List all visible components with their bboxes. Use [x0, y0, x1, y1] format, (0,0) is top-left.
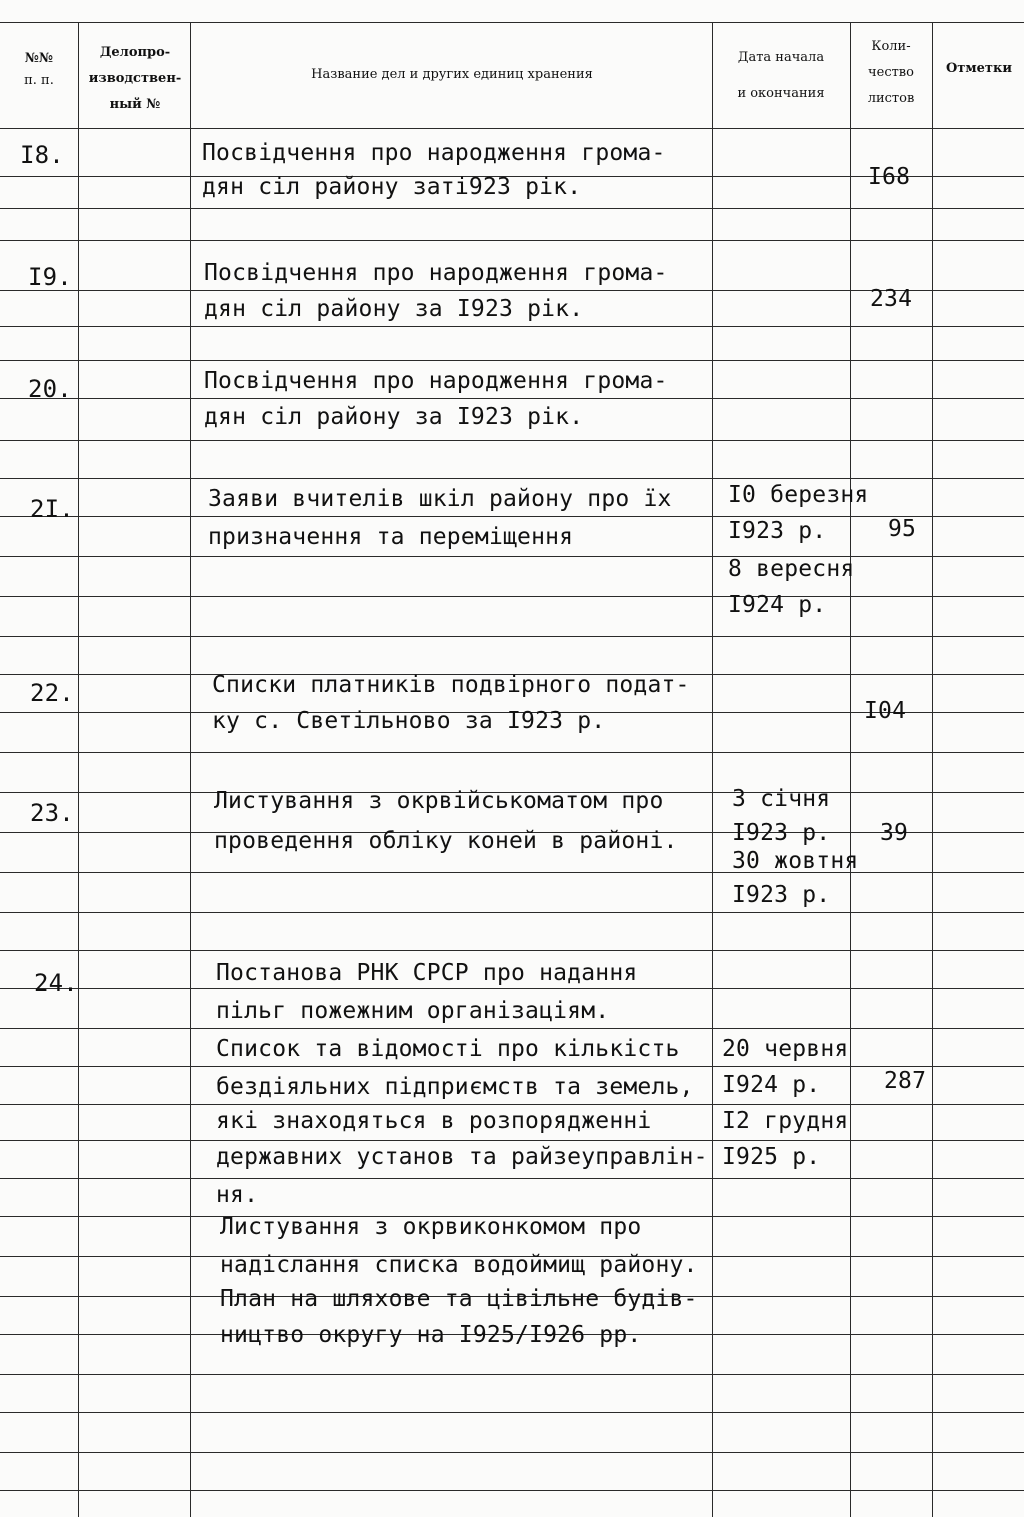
header-notes-column: Отметки: [945, 61, 1013, 76]
row-rule: [0, 516, 1024, 517]
top-rule: [0, 22, 1024, 23]
header-case-line: Делопро-: [99, 45, 171, 60]
row-sheets: I04: [864, 698, 907, 724]
row-rule: [0, 398, 1024, 399]
header-dates-line2: и окончания: [737, 86, 825, 101]
row-title-line: які знаходяться в розпорядженні: [216, 1108, 652, 1134]
row-title-line: Листування з окрвійськоматом про: [214, 788, 664, 814]
row-title-line: державних установ та райзеуправлін-: [216, 1144, 708, 1170]
row-date-line: I923 р.: [728, 518, 827, 544]
row-title-line: проведення обліку коней в районі.: [214, 828, 678, 854]
row-rule: [0, 988, 1024, 989]
row-date-line: I2 грудня: [722, 1108, 849, 1134]
row-number: 23.: [30, 799, 74, 827]
row-title-line: Посвідчення про народження грома-: [204, 260, 668, 286]
row-title-line: План на шляхове та цівільне будів-: [220, 1286, 698, 1312]
header-number-column: [0, 48, 78, 92]
column-rule: [78, 22, 79, 1517]
column-rule: [712, 22, 713, 1517]
row-number: 20.: [28, 375, 72, 403]
header-case-number-column: [80, 40, 190, 118]
row-title-line: дян сіл району за І923 рік.: [204, 296, 584, 322]
row-date-line: I923 р.: [732, 820, 831, 846]
row-date-line: 30 жовтня: [732, 848, 859, 874]
row-title-line: Список та відомості про кількість: [216, 1036, 680, 1062]
row-title-line: пільг пожежним організаціям.: [216, 998, 610, 1024]
header-sheets-line: Коли-: [871, 39, 911, 54]
header-dates-line1: Дата начала: [737, 50, 825, 65]
row-number: 22.: [30, 679, 74, 707]
row-sheets: 39: [880, 820, 909, 846]
row-rule: [0, 1374, 1024, 1375]
row-rule: [0, 752, 1024, 753]
header-sheets-line: листов: [867, 91, 915, 106]
row-title-line: ку с. Светільново за І923 р.: [212, 708, 606, 734]
row-title-line: Списки платників подвірного подат-: [212, 672, 690, 698]
row-title-line: призначення та переміщення: [208, 524, 574, 550]
row-rule: [0, 1140, 1024, 1141]
row-number: I9.: [28, 263, 72, 291]
row-title-line: Постанова РНК СРСР про надання: [216, 960, 638, 986]
row-sheets: I68: [868, 164, 911, 190]
header-case-line: ный №: [109, 97, 161, 112]
row-number: 2I.: [30, 495, 74, 523]
row-rule: [0, 1412, 1024, 1413]
row-rule: [0, 636, 1024, 637]
row-title-line: Заяви вчителів шкіл району про їх: [208, 486, 672, 512]
row-rule: [0, 1178, 1024, 1179]
row-rule: [0, 208, 1024, 209]
row-rule: [0, 360, 1024, 361]
row-title-line: дян сіл району за І923 рік.: [204, 404, 584, 430]
row-number: 24.: [34, 969, 78, 997]
row-number: I8.: [20, 141, 64, 169]
header-bottom-rule: [0, 128, 1024, 129]
row-title-line: Посвідчення про народження грома-: [202, 140, 666, 166]
row-sheets: 95: [888, 516, 917, 542]
row-date-line: I925 р.: [722, 1144, 821, 1170]
row-rule: [0, 478, 1024, 479]
row-title-line: бездіяльних підприємств та земель,: [216, 1074, 694, 1100]
header-title-column: Название дел и других единиц хранения: [311, 67, 593, 82]
row-rule: [0, 872, 1024, 873]
header-number-line1: №№: [24, 51, 54, 66]
row-sheets: 234: [870, 286, 913, 312]
header-dates-column: [712, 40, 850, 112]
row-rule: [0, 596, 1024, 597]
row-rule: [0, 1104, 1024, 1105]
row-rule: [0, 950, 1024, 951]
header-sheets-line: чество: [868, 65, 914, 80]
row-title-line: ництво округу на І925/І926 рр.: [220, 1322, 642, 1348]
row-rule: [0, 1066, 1024, 1067]
row-sheets: 287: [884, 1068, 927, 1094]
row-date-line: I923 р.: [732, 882, 831, 908]
row-rule: [0, 912, 1024, 913]
row-rule: [0, 1028, 1024, 1029]
column-rule: [932, 22, 933, 1517]
header-number-line2: п. п.: [24, 73, 54, 88]
row-title-line: дян сіл району заті923 рік.: [202, 174, 582, 200]
row-title-line: надіслання списка водоймищ району.: [220, 1252, 698, 1278]
row-rule: [0, 240, 1024, 241]
row-date-line: I924 р.: [728, 592, 827, 618]
row-rule: [0, 556, 1024, 557]
column-rule: [850, 22, 851, 1517]
row-date-line: 8 вересня: [728, 556, 855, 582]
row-rule: [0, 1452, 1024, 1453]
row-title-line: ня.: [216, 1182, 259, 1208]
row-rule: [0, 326, 1024, 327]
row-rule: [0, 440, 1024, 441]
header-sheets-column: [850, 34, 932, 112]
row-date-line: I0 березня: [728, 482, 869, 508]
column-rule: [190, 22, 191, 1517]
row-title-line: Посвідчення про народження грома-: [204, 368, 668, 394]
row-date-line: 20 червня: [722, 1036, 849, 1062]
row-date-line: I924 р.: [722, 1072, 821, 1098]
row-date-line: 3 січня: [732, 786, 831, 812]
row-title-line: Листування з окрвиконкомом про: [220, 1214, 642, 1240]
header-case-line: изводствен-: [88, 71, 182, 86]
row-rule: [0, 1490, 1024, 1491]
